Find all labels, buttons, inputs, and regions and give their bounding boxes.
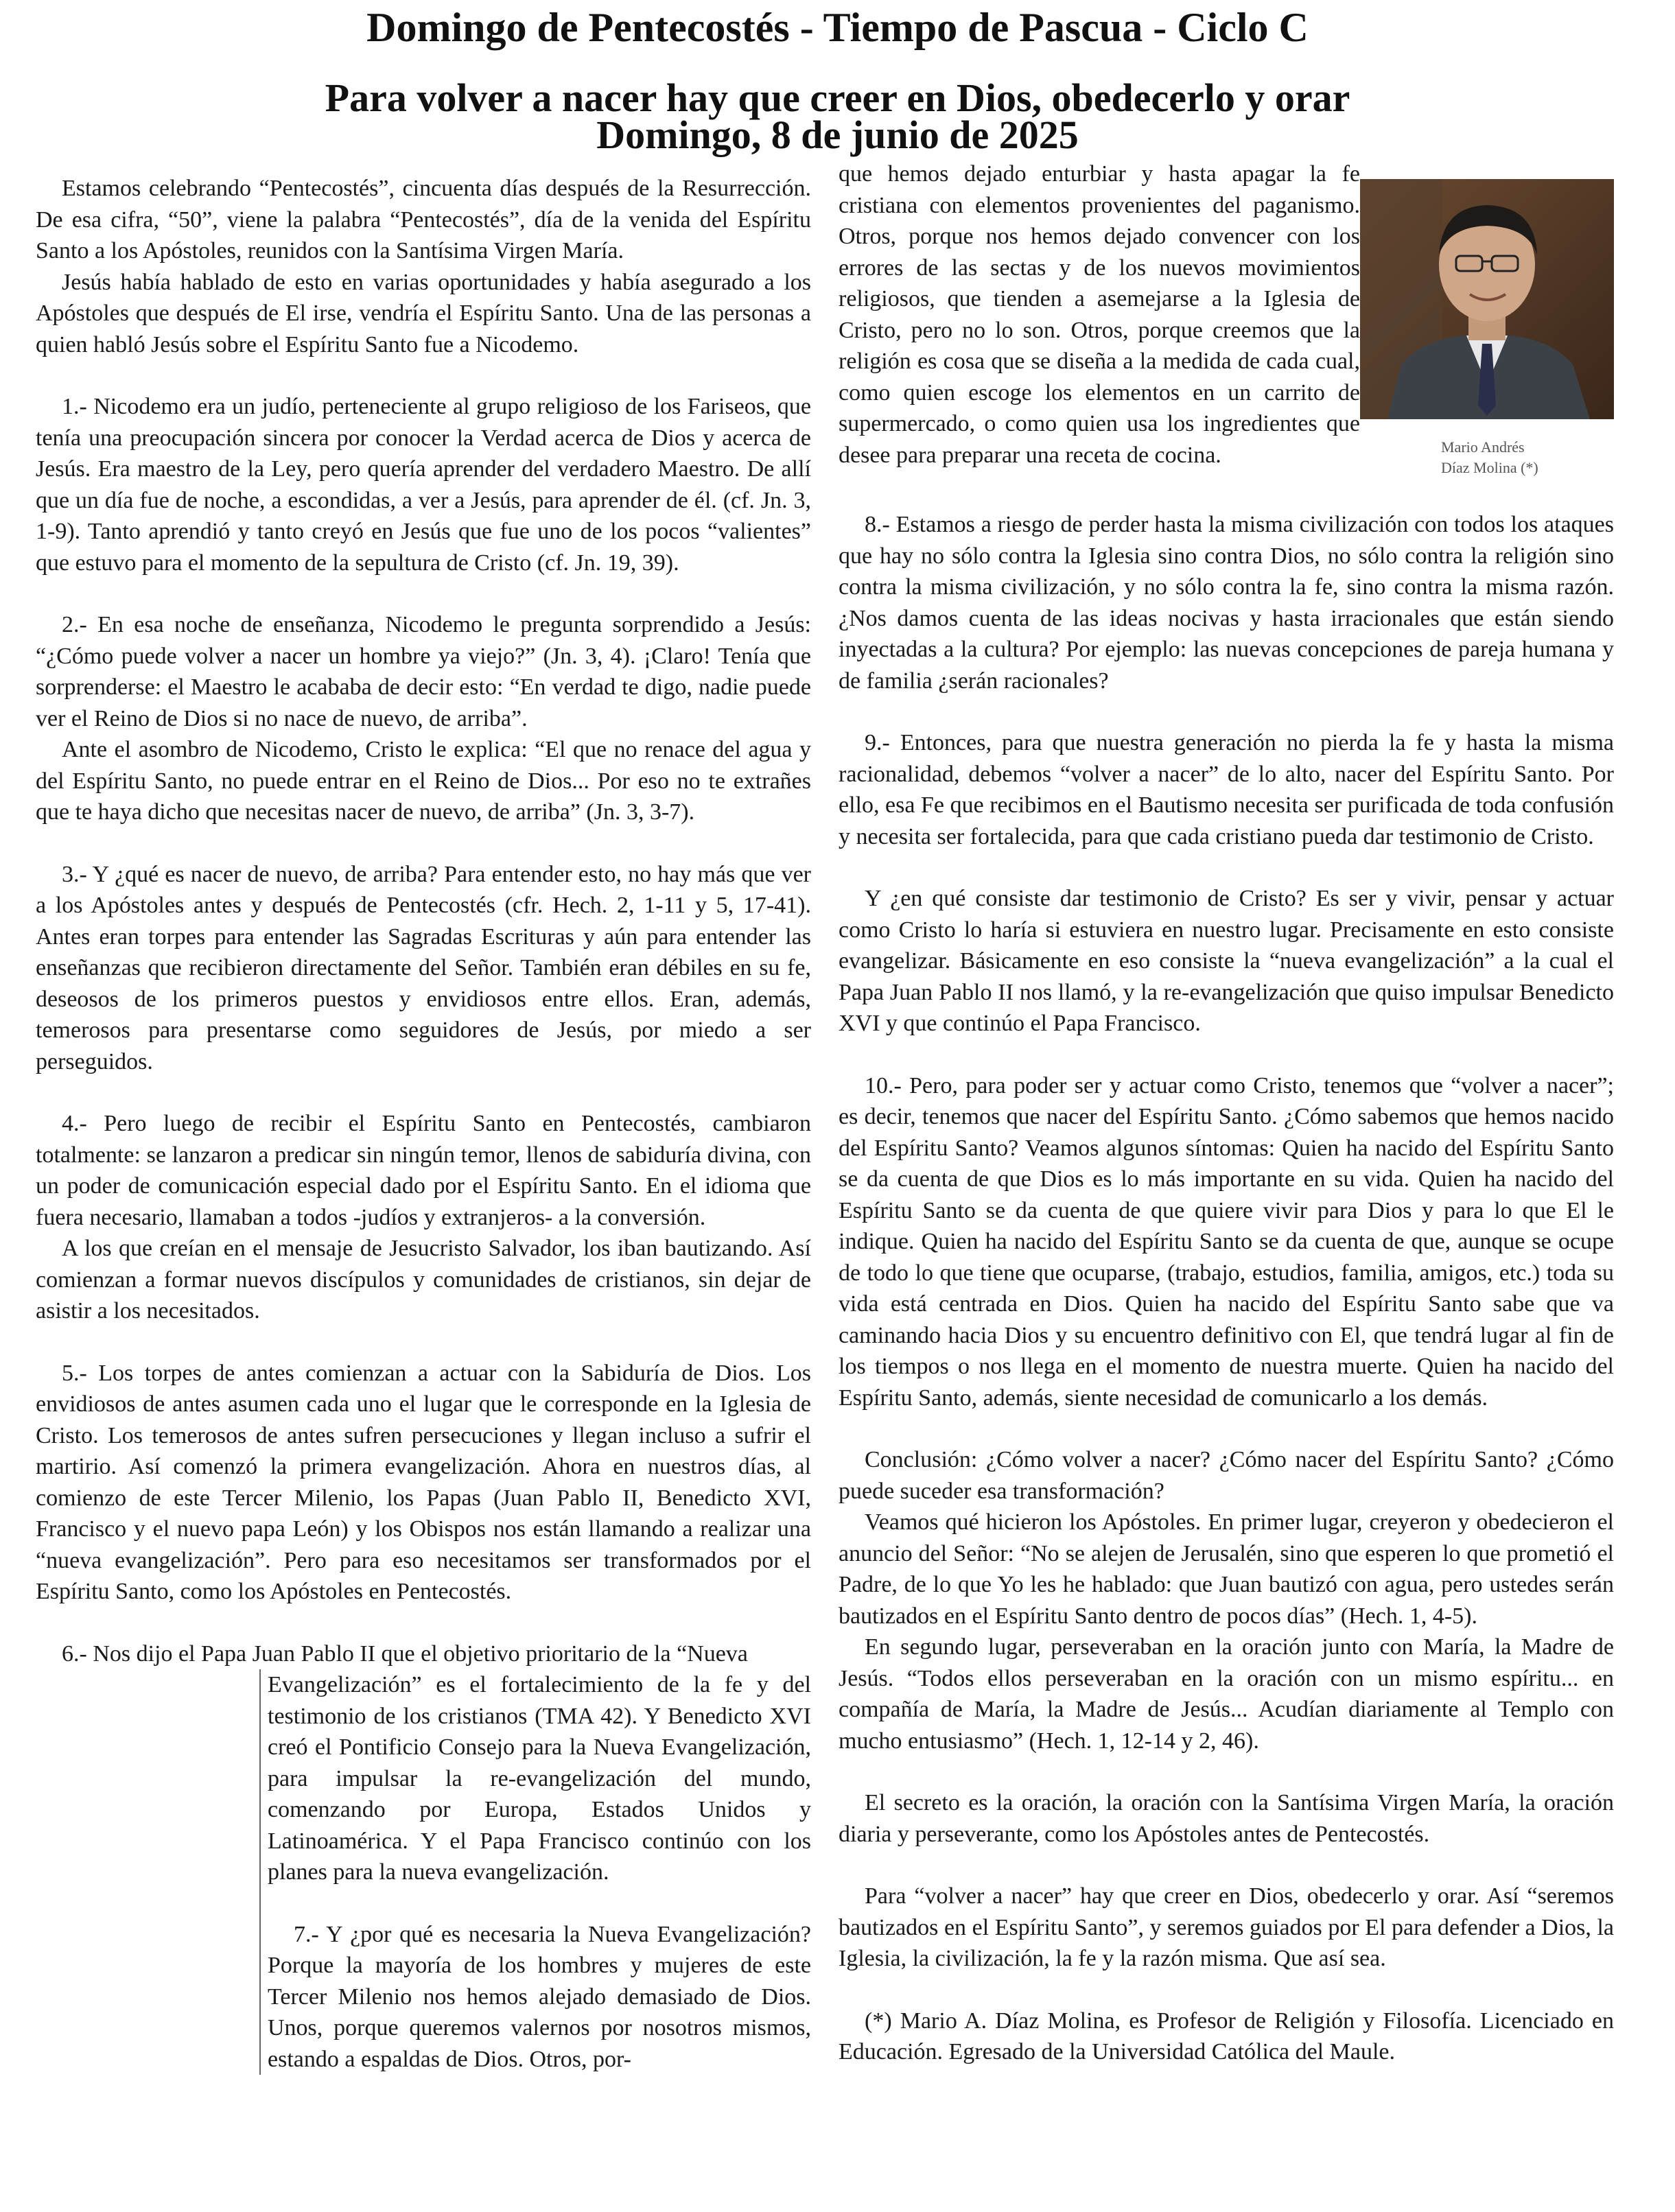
author-caption — [1360, 437, 1614, 478]
intro-paragraph-1: Estamos celebrando “Pentecostés”, cincuenta días después de la Resurrección. De esa cifra, “50”, viene la palabra “Pentecostés”, día de la venida del Espíritu Santo a los Apóstoles, reunidos con la Santísima Virgen María. — [36, 176, 811, 263]
paragraph-7: 7.- Y ¿por qué es necesaria la Nueva Evangelización? Porque la mayoría de los hombres y mujeres de este Tercer Milenio nos hemos alejado demasiado de Dios. Unos, porque queremos valernos por nosotros mismos, estando a espaldas de Dios. Otros, por- — [268, 1921, 811, 2072]
left-column — [36, 173, 811, 2075]
paragraph-9b: Y ¿en qué consiste dar testimonio de Cristo? Es ser y vivir, pensar y actuar como Cristo lo haría si estuviera en nuestro lugar. Precisamente en esto consiste evangelizar. Básicamente en eso consiste la “nueva evangelización” a la cual el Papa Juan Pablo II nos llamó, y la re-evangelización que quiso impulsar Benedicto XVI y que continúo el Papa Francisco. — [839, 886, 1614, 1036]
paragraph-4: 4.- Pero luego de recibir el Espíritu Santo en Pentecostés, cambiaron totalmente: se lanzaron a predicar sin ningún temor, llenos de sabiduría divina, con un poder de comunicación especial dado por el Espíritu Santo. En el idioma que fuera necesario, llamaban a todos -judíos y extranjeros- a la conversión. — [36, 1111, 811, 1230]
article-date: Domingo, 8 de junio de 2025 — [596, 113, 1079, 157]
author-caption-surname: Díaz Molina (*) — [1441, 459, 1538, 476]
paragraph-1: 1.- Nicodemo era un judío, perteneciente al grupo religioso de los Fariseos, que tenía una preocupación sincera por conocer la Verdad acerca de Dios y acerca de Jesús. Era maestro de la Ley, pero quería aprender del verdadero Maestro. De allí que un día fue de noche, a escondidas, a ver a Jesús, para aprender de él. (cf. Jn. 3, 1-9). Tanto aprendió y tanto creyó en Jesús que fue uno de los pocos “valientes” que estuvo para el momento de la sepultura de Cristo (cf. Jn. 19, 39). — [36, 394, 811, 576]
paragraph-5: 5.- Los torpes de antes comienzan a actuar con la Sabiduría de Dios. Los envidiosos de antes asumen cada uno el lugar que le corresponde en la Iglesia de Cristo. Los temerosos de antes sufren persecuciones y llegan incluso a sufrir el martirio. Así comenzó la primera evangelización. Ahora en nuestros días, al comienzo de este Tercer Milenio, los Papas (Juan Pablo II, Benedicto XVI, Francisco y el nuevo papa León) y los Obispos nos están llamando a realizar una “nueva evangelización”. Pero para eso necesitamos ser transformados por el Espíritu Santo, como los Apóstoles en Pentecostés. — [36, 1360, 811, 1604]
conclusion-paragraph-1: Conclusión: ¿Cómo volver a nacer? ¿Cómo nacer del Espíritu Santo? ¿Cómo puede suceder esa transformación? — [839, 1447, 1614, 1504]
right-column — [839, 158, 1614, 2068]
author-photo — [1360, 179, 1614, 419]
article-title: Para volver a nacer hay que creer en Dios, obedecerlo y orar — [325, 75, 1350, 120]
header-liturgical-title: Domingo de Pentecostés - Tiempo de Pascua - Ciclo C — [366, 5, 1309, 50]
paragraph-6-block — [259, 1669, 811, 2075]
secret-paragraph: El secreto es la oración, la oración con la Santísima Virgen María, la oración diaria y perseverante, como los Apóstoles antes de Pentecostés. — [839, 1790, 1614, 1847]
author-footnote: (*) Mario A. Díaz Molina, es Profesor de Religión y Filosofía. Licenciado en Educación. Egresado de la Universidad Católica del Maule. — [839, 2008, 1614, 2064]
right-top-section — [839, 158, 1614, 478]
paragraph-7-continued: que hemos dejado enturbiar y hasta apagar la fe cristiana con elementos provenientes del paganismo. Otros, porque nos hemos dejado convencer con los errores de las sectas y de los nuevos movimientos religiosos, que tienden a asemejarse a la Iglesia de Cristo, pero no lo son. Otros, porque creemos que la religión es cosa que se diseña a la medida de cada cual, como quien escoge los elementos en un carrito de supermercado, o como quien usa los ingredientes que desee para preparar una receta de cocina. — [839, 161, 1360, 468]
paragraph-2: 2.- En esa noche de enseñanza, Nicodemo le pregunta sorprendido a Jesús: “¿Cómo puede volver a nacer un hombre ya viejo?” (Jn. 3, 4). ¡Claro! Tenía que sorprenderse: el Maestro le acababa de decir esto: “En verdad te digo, nadie puede ver el Reino de Dios si no nace de nuevo, de arriba”. — [36, 612, 811, 731]
paragraph-9: 9.- Entonces, para que nuestra generación no pierda la fe y hasta la misma racionalidad, debemos “volver a nacer” de lo alto, nacer del Espíritu Santo. Por ello, esa Fe que recibimos en el Bautismo necesita ser purificada de toda confusión y necesita ser fortalecida, para que cada cristiano pueda dar testimonio de Cristo. — [839, 730, 1614, 849]
author-box — [1360, 158, 1614, 478]
paragraph-6: Evangelización” es el fortalecimiento de la fe y del testimonio de los cristianos (TMA 42). Y Benedicto XVI creó el Pontificio Consejo para la Nueva Evangelización, para impulsar la re-evangelización del mundo, comenzando por Europa, Estados Unidos y Latinoamérica. Y el Papa Francisco continúo con los planes para la nueva evangelización. — [268, 1672, 811, 1885]
paragraph-2b: Ante el asombro de Nicodemo, Cristo le explica: “El que no renace del agua y del Espíritu Santo, no puede entrar en el Reino de Dios... Por eso no te extrañes que te haya dicho que necesitas nacer de nuevo, de arriba” (Jn. 3, 3-7). — [36, 737, 811, 825]
paragraph-10: 10.- Pero, para poder ser y actuar como Cristo, tenemos que “volver a nacer”; es decir, tenemos que nacer del Espíritu Santo. ¿Cómo sabemos que hemos nacido del Espíritu Santo? Veamos algunos síntomas: Quien ha nacido del Espíritu Santo se da cuenta de que Dios es lo más importante en su vida. Quien ha nacido del Espíritu Santo se da cuenta de que quiere vivir para Dios y para lo que El le indique. Quien ha nacido del Espíritu Santo se da cuenta de que, aunque se ocupe de todo lo que tiene que ocuparse, (trabajo, estudios, familia, amigos, etc.) toda su vida está centrada en Dios. Quien ha nacido del Espíritu Santo sabe que va caminando hacia Dios y su encuentro definitivo con El, que tendrá lugar al fin de los tiempos o nos llega en el momento de nuestra muerte. Quien ha nacido del Espíritu Santo, además, siente necesidad de comunicarlo a los demás. — [839, 1072, 1614, 1411]
author-caption-name: Mario Andrés — [1441, 438, 1525, 456]
paragraph-8: 8.- Estamos a riesgo de perder hasta la misma civilización con todos los ataques que hay no sólo contra la Iglesia sino contra Dios, no sólo contra la religión sino contra la misma civilización, y no sólo contra la fe, sino contra la misma razón. ¿Nos damos cuenta de las ideas nocivas y hasta irracionales que están siendo inyectadas a la cultura? Por ejemplo: las nuevas concepciones de pareja humana y de familia ¿serán racionales? — [839, 512, 1614, 694]
conclusion-paragraph-3: En segundo lugar, perseveraban en la oración junto con María, la Madre de Jesús. “Todos ellos perseveraban en la oración con un mismo espíritu... en compañía de María, la Madre de Jesús... Acudían diariamente al Templo con mucho entusiasmo” (Hech. 1, 12-14 y 2, 46). — [839, 1634, 1614, 1754]
paragraph-3: 3.- Y ¿qué es nacer de nuevo, de arriba? Para entender esto, no hay más que ver a los Apóstoles antes y después de Pentecostés (cfr. Hech. 2, 1-11 y 5, 17-41). Antes eran torpes para entender las Sagradas Escrituras y aún para entender las enseñanzas que recibieron directamente del Señor. También eran débiles en su fe, deseosos de los primeros puestos y envidiosos entre ellos. Eran, además, temerosos para presentarse como seguidores de Jesús, por miedo a ser perseguidos. — [36, 861, 811, 1074]
intro-paragraph-2: Jesús había hablado de esto en varias oportunidades y había asegurado a los Apóstoles que después de El irse, vendría el Espíritu Santo. Una de las personas a quien habló Jesús sobre el Espíritu Santo fue a Nicodemo. — [36, 269, 811, 357]
conclusion-paragraph-2: Veamos qué hicieron los Apóstoles. En primer lugar, creyeron y obedecieron el anuncio del Señor: “No se alejen de Jerusalén, sino que esperen lo que prometió el Padre, de lo que Yo les he hablado: que Juan bautizó con agua, pero ustedes serán bautizados en el Espíritu Santo dentro de pocos días” (Hech. 1, 4-5). — [839, 1509, 1614, 1629]
paragraph-4b: A los que creían en el mensaje de Jesucristo Salvador, los iban bautizando. Así comienzan a formar nuevos discípulos y comunidades de cristianos, sin dejar de asistir a los necesitados. — [36, 1236, 811, 1323]
paragraph-6-first-line: 6.- Nos dijo el Papa Juan Pablo II que el objetivo prioritario de la “Nueva — [62, 1640, 748, 1667]
final-paragraph: Para “volver a nacer” hay que creer en Dios, obedecerlo y orar. Así “seremos bautizados en el Espíritu Santo”, y seremos guiados por El para defender a Dios, la Iglesia, la civilización, la fe y la razón misma. Que así sea. — [839, 1883, 1614, 1971]
